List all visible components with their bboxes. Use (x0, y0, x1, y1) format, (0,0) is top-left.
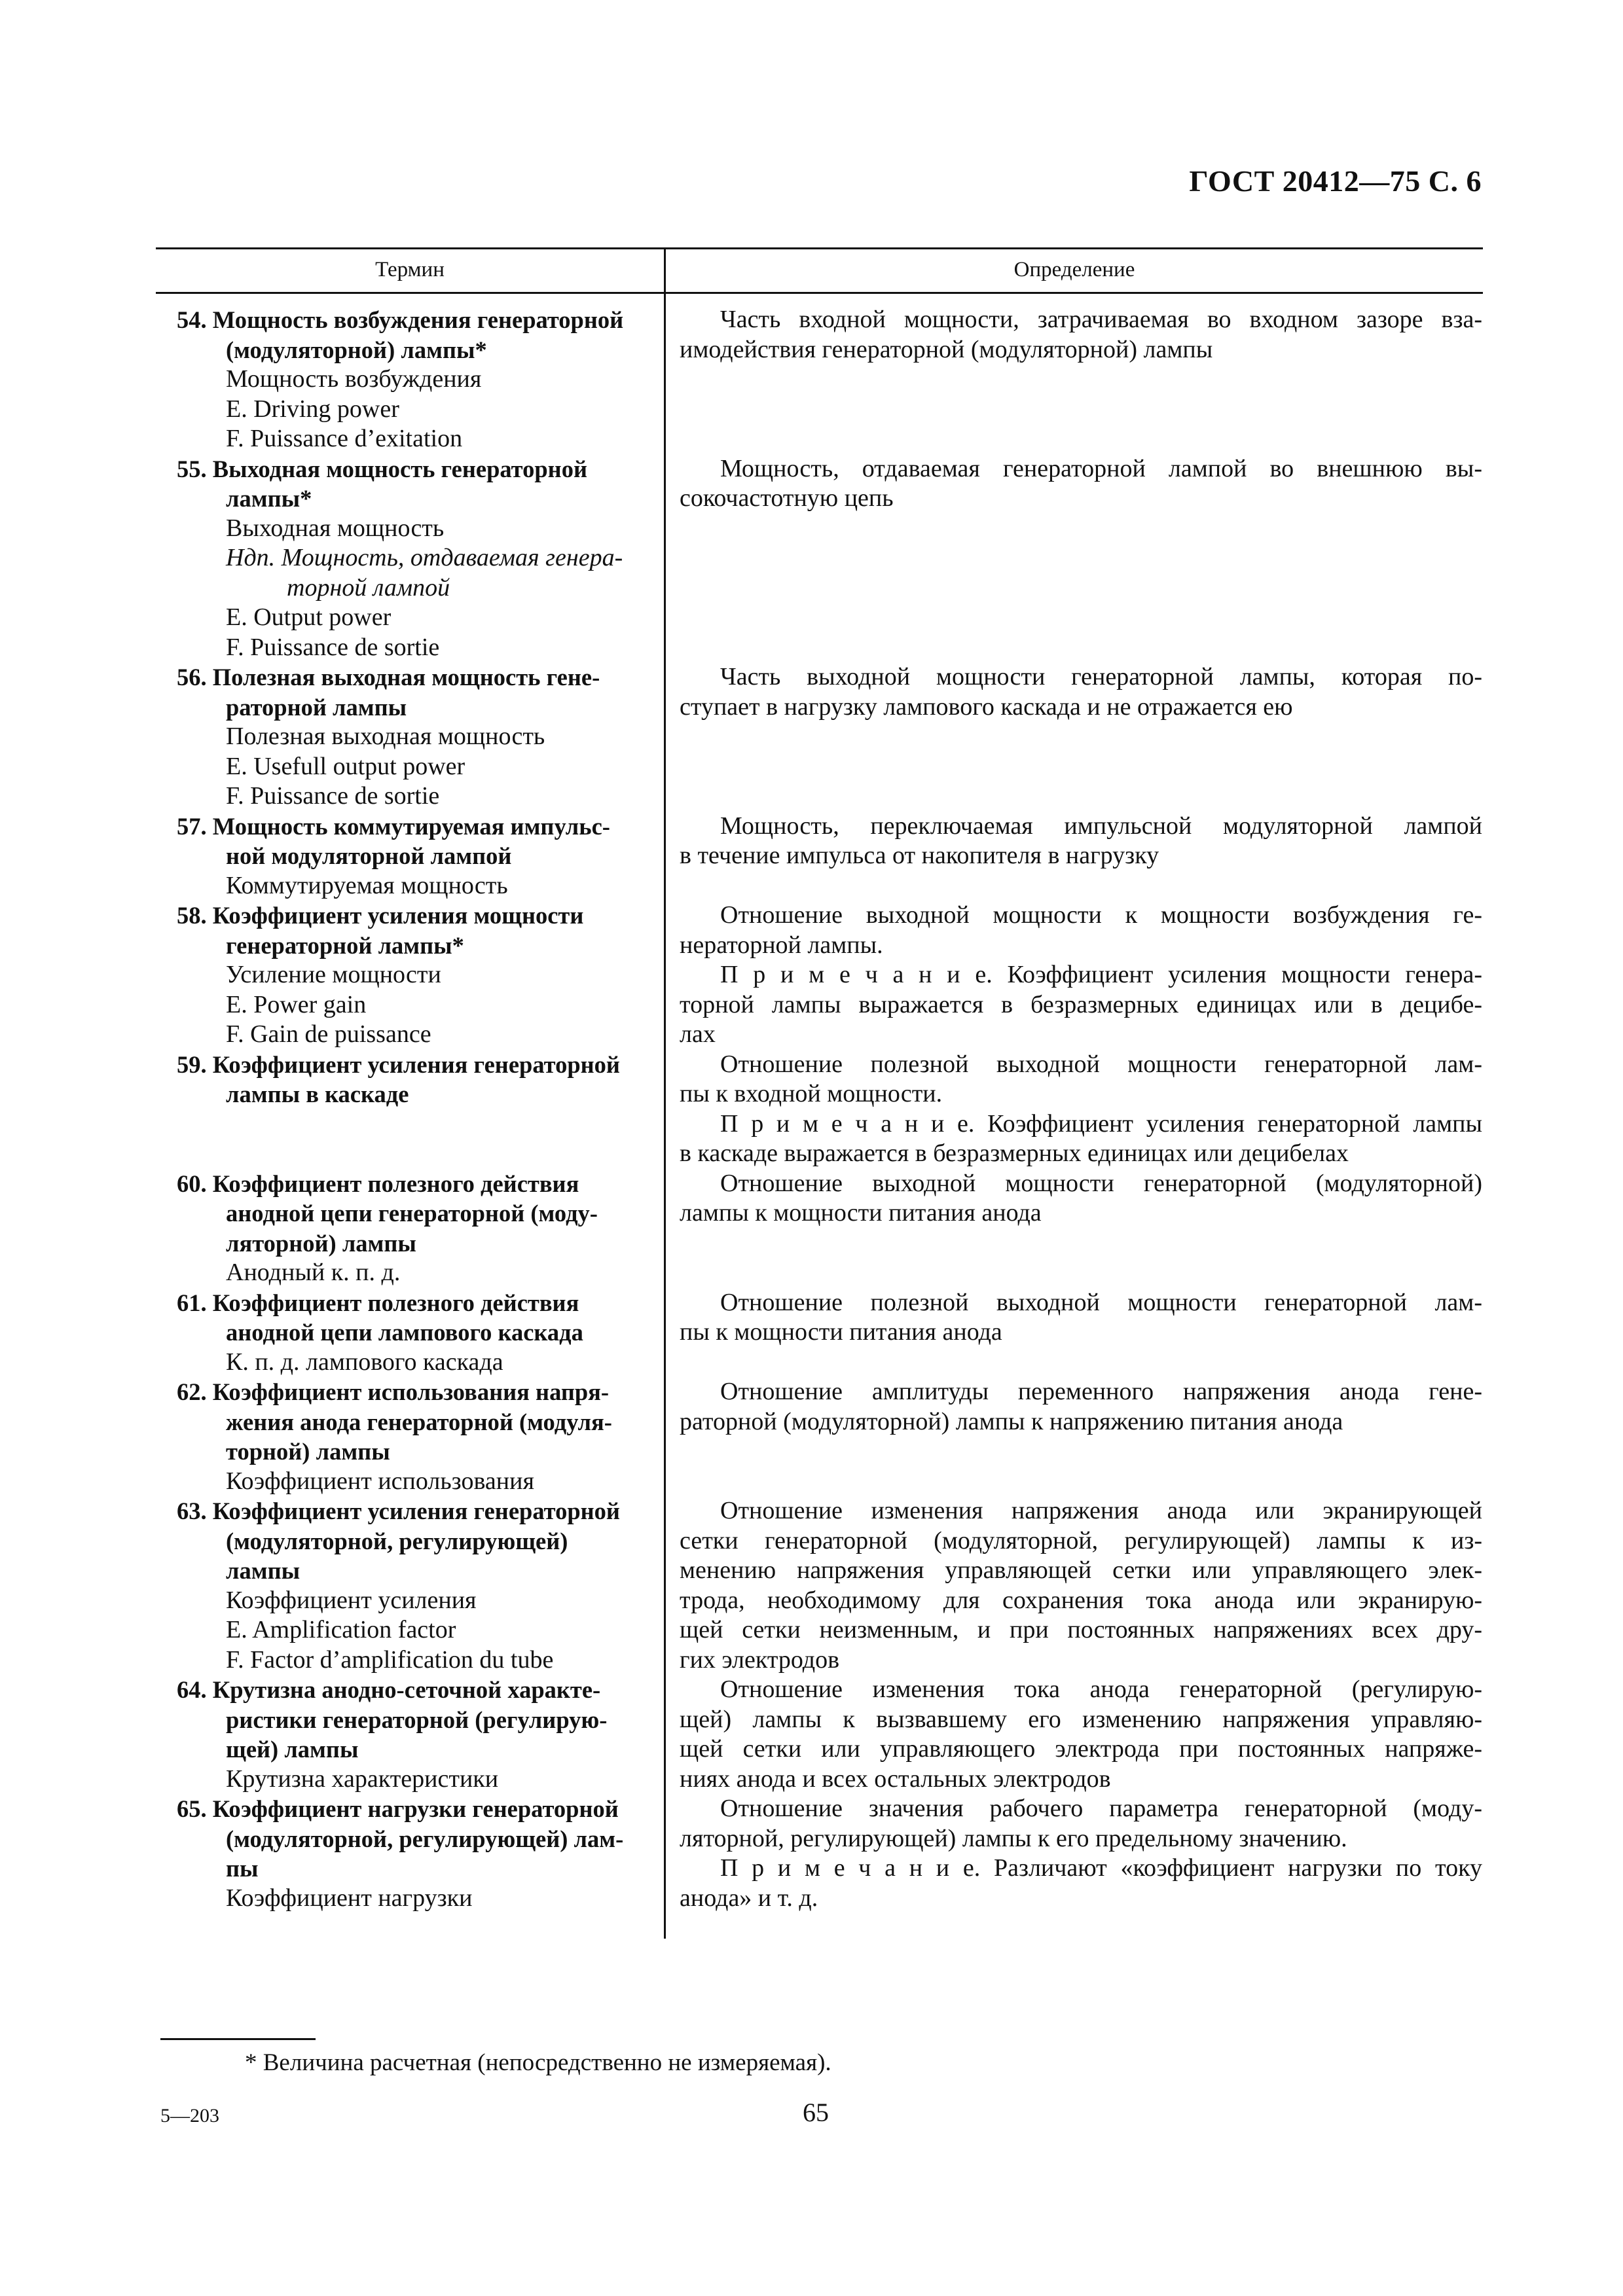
definition-line: Отношение выходной мощности генераторной (модуляторной) (720, 1169, 1482, 1197)
term-line: 61. Коэффициент полезного действия (177, 1289, 579, 1316)
term-line: 59. Коэффициент усиления генераторной (177, 1050, 620, 1078)
column-header-term: Термин (375, 258, 445, 281)
definition-line: в течение импульса от накопителя в нагрузку (680, 842, 1159, 869)
term-line: 58. Коэффициент усиления мощности (177, 902, 584, 929)
definition-line (680, 781, 1482, 812)
definition-line: менению напряжения управляющей сетки или управляющего элек- (680, 1556, 1482, 1584)
term-line: 62. Коэффициент использования напря- (177, 1378, 610, 1405)
term-line: 63. Коэффициент усиления генераторной (177, 1498, 620, 1524)
definition-line (680, 722, 1482, 752)
term-line (177, 1139, 661, 1169)
definition-line (680, 514, 1482, 544)
definition-line: лах (680, 1020, 716, 1048)
definition-line: трода, необходимому для сохранения тока анода или экранирую- (680, 1586, 1482, 1614)
definition-line: Отношение значения рабочего параметра генераторной (моду- (720, 1795, 1482, 1822)
term-line: Ндп. Мощность, отдаваемая генера- (226, 544, 623, 571)
term-line: E. Amplification factor (226, 1616, 456, 1643)
definition-line (680, 1258, 1482, 1288)
term-line: (модуляторной, регулирующей) (226, 1527, 568, 1554)
definition-line: Отношение полезной выходной мощности генераторной лам- (720, 1050, 1482, 1078)
term-line: E. Output power (226, 603, 392, 631)
definition-note-line: П р и м е ч а н и е. Коэффициент усиления генераторной лампы (720, 1109, 1482, 1138)
definition-line: Отношение амплитуды переменного напряжения анода гене- (720, 1378, 1482, 1405)
definition-line (680, 603, 1482, 633)
definition-line: Часть выходной мощности генераторной лампы, которая по- (720, 663, 1482, 691)
definition-line: Часть входной мощности, затрачиваемая во входном зазоре вза- (720, 306, 1482, 333)
definition-note-line: П р и м е ч а н и е. Коэффициент усиления мощности генера- (720, 961, 1482, 988)
term-line: Коэффициент усиления (226, 1586, 477, 1614)
definition-line: пы к мощности питания анода (680, 1318, 1002, 1346)
print-code: 5—203 (160, 2105, 219, 2126)
footnote: * Величина расчетная (непосредственно не измеряемая). (245, 2049, 831, 2076)
term-line: 55. Выходная мощность генераторной (177, 455, 587, 482)
term-line: жения анода генераторной (модуля- (226, 1408, 612, 1435)
term-line: щей) лампы (226, 1736, 359, 1763)
term-line: E. Driving power (226, 395, 399, 423)
definition-line: нераторной лампы. (680, 931, 883, 959)
term-line: 54. Мощность возбуждения генераторной (177, 306, 624, 333)
definition-line: Мощность, отдаваемая генераторной лампой во внешнюю вы- (720, 454, 1482, 482)
definition-line (680, 1229, 1482, 1259)
term-line: 60. Коэффициент полезного действия (177, 1170, 579, 1197)
definition-line: раторной (модуляторной) лампы к напряжению питания анода (680, 1407, 1343, 1435)
column-divider (664, 249, 666, 1939)
definition-line: гих электродов (680, 1645, 840, 1674)
definition-line: щей сетки или управляющего электрода при постоянных напряже- (680, 1735, 1482, 1763)
definition-line (680, 633, 1482, 663)
definition-line (680, 1467, 1482, 1497)
term-line: Полезная выходная мощность (226, 723, 545, 750)
definition-line: анода» и т. д. (680, 1884, 818, 1912)
footnote-rule (160, 2038, 316, 2040)
definition-line (680, 395, 1482, 425)
definition-line: пы к входной мощности. (680, 1080, 943, 1107)
definition-line (680, 752, 1482, 782)
term-line: F. Puissance de sortie (226, 633, 440, 661)
definition-line: торной лампы выражается в безразмерных единицах или в децибе- (680, 990, 1482, 1018)
term-line: ристики генераторной (регулирую- (226, 1706, 608, 1733)
term-line: Анодный к. п. д. (226, 1259, 401, 1286)
term-line: Выходная мощность (226, 514, 445, 542)
term-line: E. Power gain (226, 990, 367, 1018)
term-line: раторной лампы (226, 693, 407, 721)
column-header-definition: Определение (1013, 258, 1135, 281)
term-line: (модуляторной) лампы* (226, 336, 487, 363)
term-line: Усиление мощности (226, 961, 441, 988)
term-line: лампы* (226, 485, 312, 512)
definition-line: в каскаде выражается в безразмерных единицах или децибелах (680, 1139, 1349, 1167)
term-line: К. п. д. лампового каскада (226, 1348, 503, 1376)
term-line: анодной цепи генераторной (моду- (226, 1200, 598, 1227)
definition-line: имодействия генераторной (модуляторной) лампы (680, 335, 1213, 363)
term-line: 65. Коэффициент нагрузки генераторной (177, 1795, 619, 1822)
document-header: ГОСТ 20412—75 С. 6 (1189, 164, 1482, 198)
term-line: (модуляторной, регулирующей) лам- (226, 1825, 624, 1852)
term-line: 57. Мощность коммутируемая импульс- (177, 812, 610, 840)
term-line: лампы в каскаде (226, 1081, 409, 1107)
term-line: Крутизна характеристики (226, 1765, 499, 1793)
definition-line: лампы к мощности питания анода (680, 1199, 1042, 1227)
term-line: генераторной лампы* (226, 931, 464, 959)
definition-line: ниях анода и всех остальных электродов (680, 1765, 1111, 1793)
definition-line: Отношение изменения напряжения анода или экранирующей (720, 1497, 1482, 1524)
definition-line: Мощность, переключаемая импульсной модуляторной лампой (720, 812, 1482, 840)
term-line: Коммутируемая мощность (226, 871, 508, 899)
term-line: 56. Полезная выходная мощность гене- (177, 664, 600, 691)
definitions-column (680, 305, 1482, 1913)
definition-line: сокочастотную цепь (680, 484, 894, 512)
term-line: E. Usefull output power (226, 752, 465, 780)
definition-line: Отношение изменения тока анода генераторной (регулирую- (720, 1676, 1482, 1703)
term-line: Мощность возбуждения (226, 365, 482, 393)
definition-note-line: П р и м е ч а н и е. Различают «коэффициент нагрузки по току (720, 1854, 1482, 1882)
term-line: торной лампой (287, 573, 450, 601)
definition-line (680, 1437, 1482, 1467)
definition-line: Отношение выходной мощности к мощности возбуждения ге- (720, 901, 1482, 929)
term-line: F. Gain de puissance (226, 1020, 431, 1048)
definition-line: сетки генераторной (модуляторной, регулирующей) лампы к из- (680, 1526, 1482, 1554)
definition-line: ступает в нагрузку лампового каскада и не отражается ею (680, 692, 1293, 721)
table-header-rule (156, 292, 1483, 294)
term-line: анодной цепи лампового каскада (226, 1319, 583, 1346)
term-line: торной) лампы (226, 1438, 390, 1465)
term-line: 64. Крутизна анодно-сеточной характе- (177, 1676, 601, 1703)
page-number: 65 (803, 2098, 829, 2127)
definition-line (680, 573, 1482, 603)
definition-line: ляторной, регулирующей) лампы к его предельному значению. (680, 1824, 1347, 1852)
term-line: ной модуляторной лампой (226, 842, 512, 869)
definition-line (680, 543, 1482, 573)
table-top-rule (156, 247, 1483, 249)
definition-line (680, 424, 1482, 454)
term-line: лампы (226, 1557, 301, 1584)
definition-line (680, 1348, 1482, 1378)
term-line: ляторной) лампы (226, 1229, 416, 1257)
term-line: F. Puissance d’exitation (226, 425, 463, 452)
term-line: Коэффициент использования (226, 1467, 534, 1495)
term-line (177, 1109, 661, 1139)
terms-column (177, 305, 661, 1913)
term-line: F. Factor d’amplification du tube (226, 1645, 554, 1674)
definition-line: Отношение полезной выходной мощности генераторной лам- (720, 1288, 1482, 1316)
definition-line: щей сетки неизменным, и при постоянных напряжениях всех дру- (680, 1616, 1482, 1643)
term-line: Коэффициент нагрузки (226, 1884, 473, 1912)
definition-line (680, 365, 1482, 395)
term-line: пы (226, 1855, 259, 1882)
term-line: F. Puissance de sortie (226, 782, 440, 810)
definition-line (680, 871, 1482, 901)
definition-line: щей) лампы к вызвавшему его изменению напряжения управляю- (680, 1705, 1482, 1733)
